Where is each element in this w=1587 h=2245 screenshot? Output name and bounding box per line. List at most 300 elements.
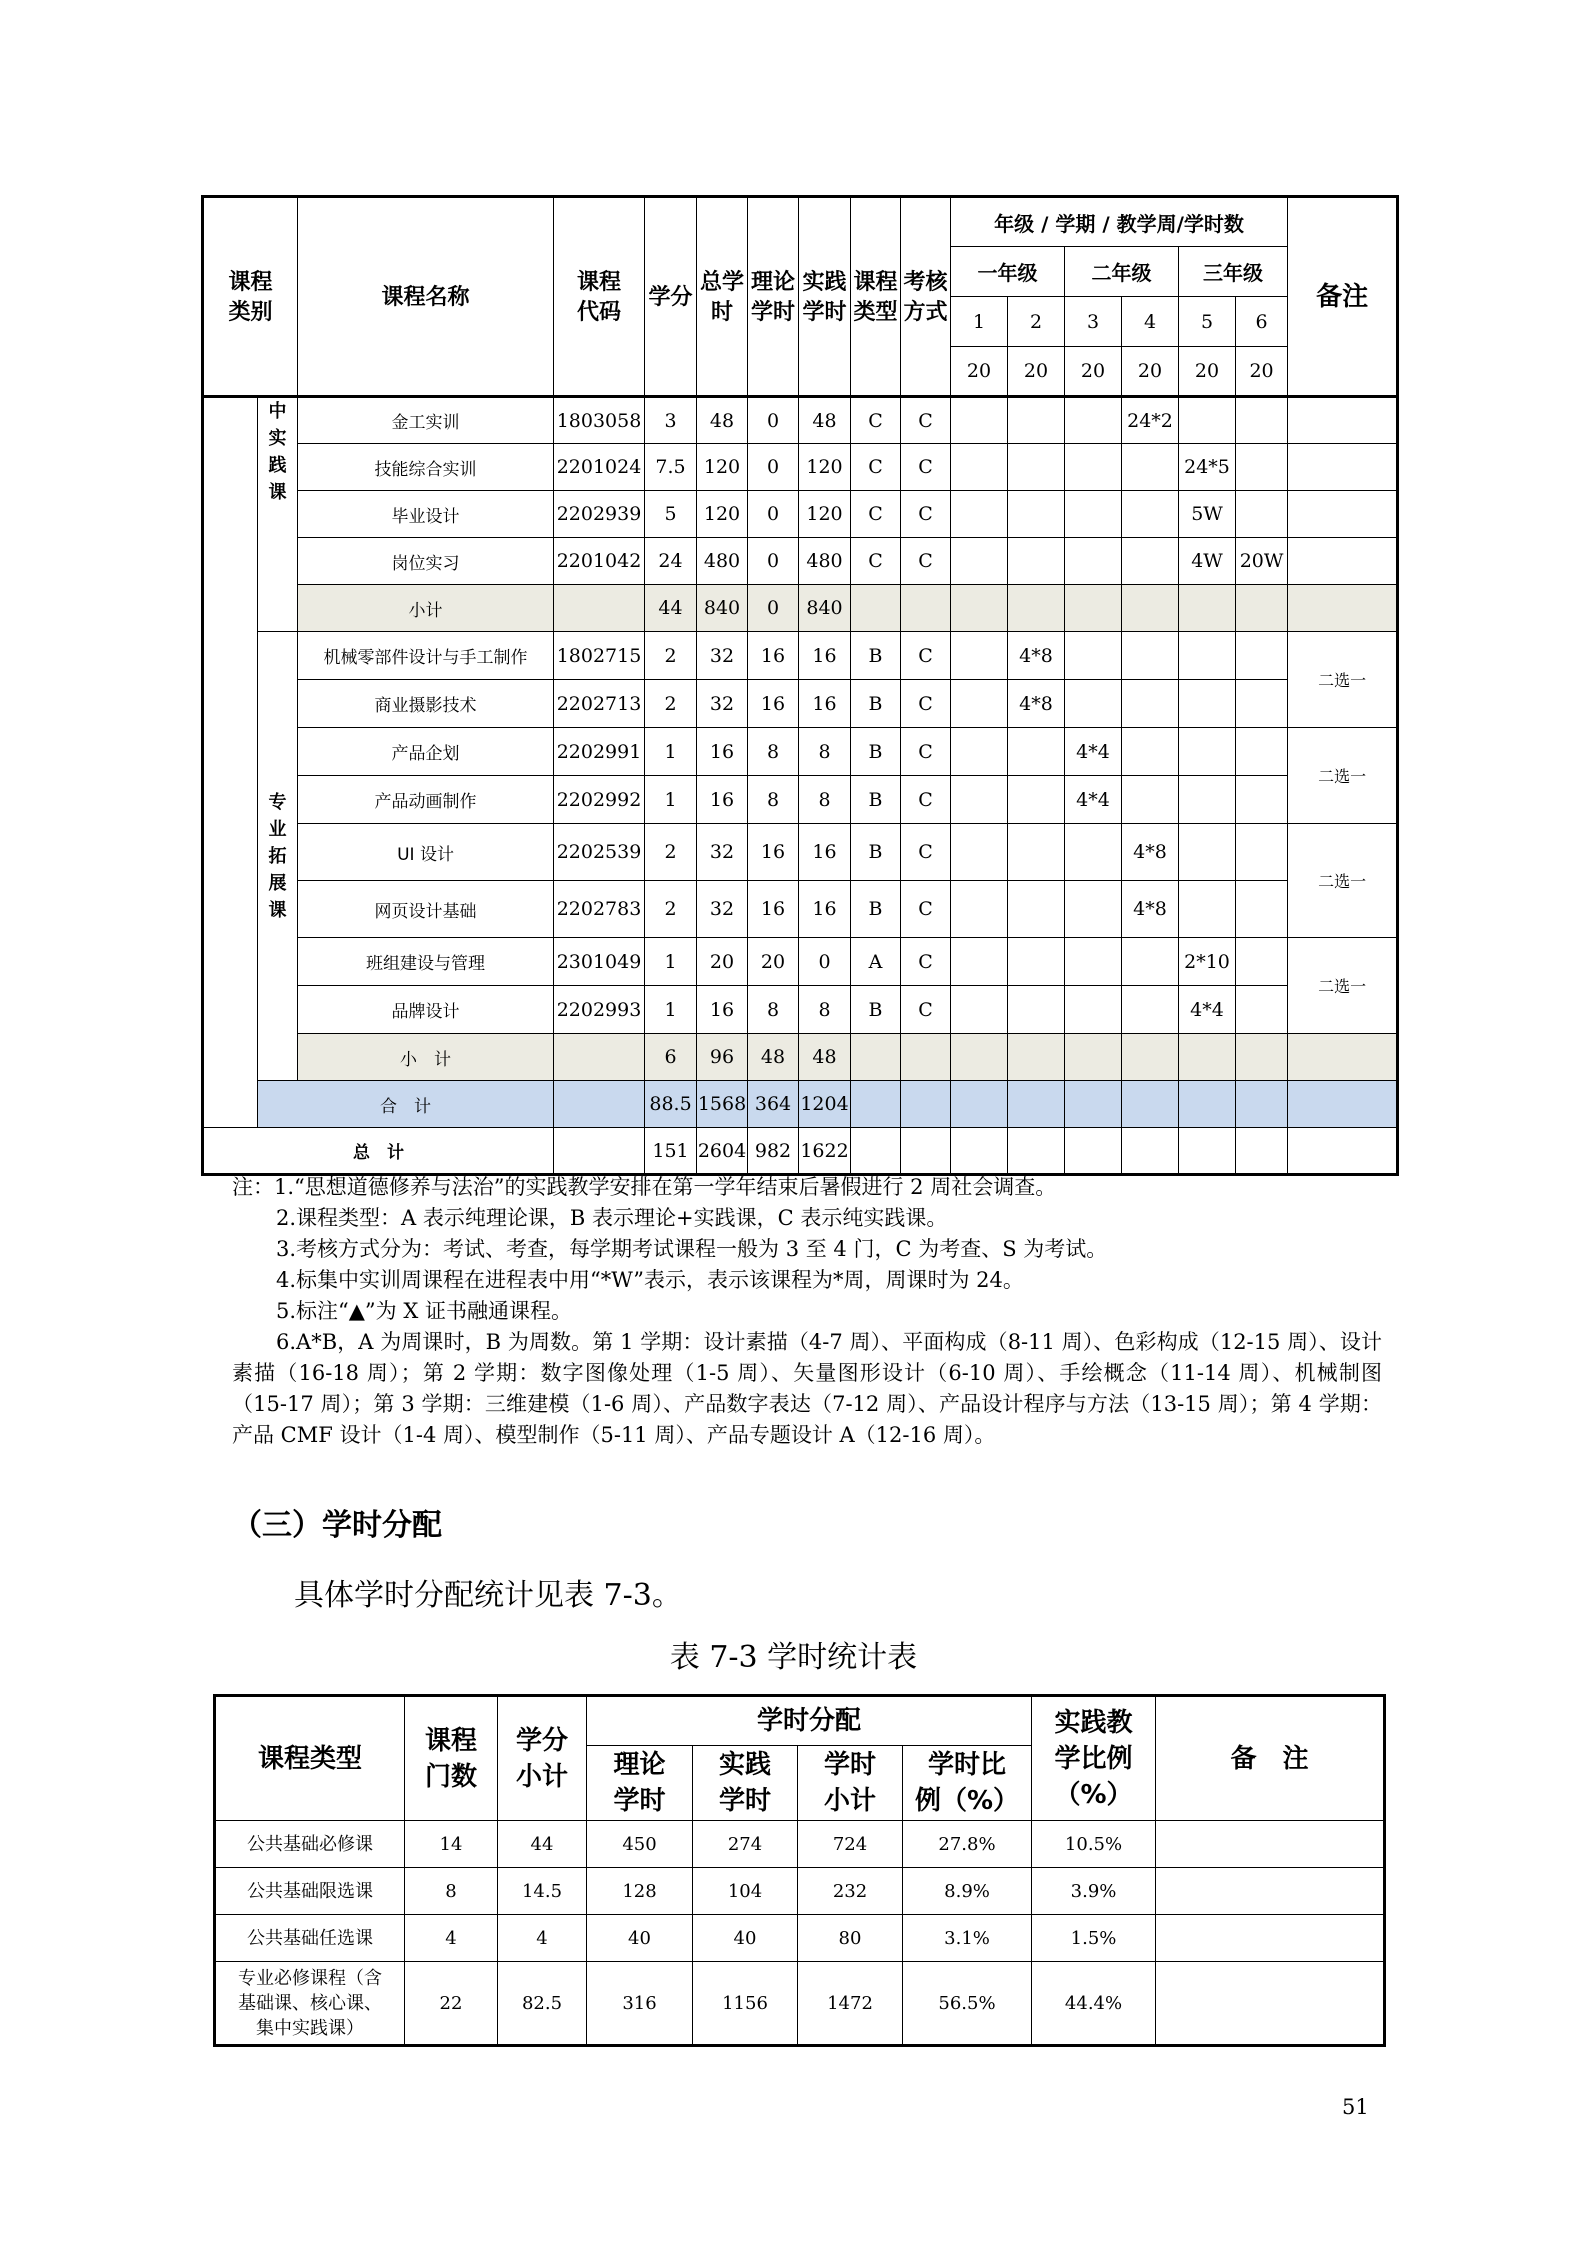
grand-total-empty — [1122, 1128, 1179, 1175]
course-name: 岗位实习 — [298, 538, 554, 585]
table-row — [203, 824, 1398, 881]
course-assessment: C — [901, 538, 951, 585]
row-theory-hours: 128 — [587, 1868, 693, 1915]
grand-total-label: 总 计 — [203, 1128, 554, 1175]
table-row — [203, 728, 1398, 776]
table-row — [203, 397, 1398, 444]
course-theory-hours: 8 — [748, 986, 799, 1034]
course-credit: 2 — [645, 632, 697, 680]
row-practice-hours: 274 — [693, 1821, 798, 1868]
subtotal-empty — [1288, 585, 1398, 632]
term-hours — [1008, 776, 1065, 824]
course-total-hours: 32 — [697, 824, 748, 881]
row-course-count: 22 — [405, 1962, 498, 2046]
term-hours: 2*10 — [1179, 938, 1236, 986]
course-code: 2202539 — [554, 824, 645, 881]
term-hours — [951, 538, 1008, 585]
t2-header-remark: 备 注 — [1156, 1696, 1385, 1821]
subtotal-total: 96 — [697, 1034, 748, 1081]
header-category: 课程 类别 — [203, 197, 298, 397]
course-type: B — [851, 986, 901, 1034]
course-credit: 1 — [645, 986, 697, 1034]
course-practice-hours: 120 — [799, 444, 851, 491]
table-row — [203, 776, 1398, 824]
header-schedule: 年级 / 学期 / 教学周/学时数 — [951, 197, 1288, 247]
term-hours — [1065, 397, 1122, 444]
term-hours — [1065, 444, 1122, 491]
grand-total-empty — [1179, 1128, 1236, 1175]
course-total-hours: 16 — [697, 986, 748, 1034]
course-type: C — [851, 491, 901, 538]
remark-cell — [1288, 397, 1398, 444]
row-course-count: 4 — [405, 1915, 498, 1962]
term-hours — [1236, 444, 1288, 491]
header-course-code: 课程 代码 — [554, 197, 645, 397]
sum-empty — [951, 1081, 1008, 1128]
term-hours — [1236, 680, 1288, 728]
term-hours — [1236, 776, 1288, 824]
header-practice-hours: 实践 学时 — [799, 197, 851, 397]
term-hours — [1122, 986, 1179, 1034]
header-term: 2 — [1008, 297, 1065, 347]
term-hours — [1008, 397, 1065, 444]
page-number: 51 — [1342, 2095, 1369, 2119]
term-hours — [951, 491, 1008, 538]
table-row — [203, 938, 1398, 986]
course-practice-hours: 16 — [799, 680, 851, 728]
t2-header-subtotal: 学时 小计 — [798, 1746, 903, 1821]
subtotal-theory: 0 — [748, 585, 799, 632]
course-type: C — [851, 538, 901, 585]
term-hours — [951, 776, 1008, 824]
term-hours: 4*4 — [1179, 986, 1236, 1034]
term-hours — [951, 824, 1008, 881]
course-code: 1803058 — [554, 397, 645, 444]
course-code: 2201042 — [554, 538, 645, 585]
note-3: 3.考核方式分为：考试、考查，每学期考试课程一般为 3 至 4 门，C 为考查、S 为考试。 — [276, 1237, 1108, 1261]
course-name: UI 设计 — [298, 824, 554, 881]
course-assessment: C — [901, 491, 951, 538]
sum-empty — [1179, 1081, 1236, 1128]
note-1: 注：1.“思想道德修养与法治”的实践教学安排在第一学年结束后暑假进行 2 周社会调查。 — [232, 1175, 1057, 1199]
course-total-hours: 480 — [697, 538, 748, 585]
row-practice-ratio: 44.4% — [1032, 1962, 1156, 2046]
term-hours: 20W — [1236, 538, 1288, 585]
header-credit: 学分 — [645, 197, 697, 397]
grand-total-empty — [1065, 1128, 1122, 1175]
table-row — [215, 1915, 1385, 1962]
category-outer — [203, 397, 258, 1128]
term-hours — [1236, 881, 1288, 938]
grand-total-empty — [1008, 1128, 1065, 1175]
sum-theory: 364 — [748, 1081, 799, 1128]
course-total-hours: 32 — [697, 881, 748, 938]
remark-cell — [1288, 538, 1398, 585]
subtotal-empty — [1065, 585, 1122, 632]
course-schedule-table — [201, 195, 1399, 1176]
row-practice-ratio: 1.5% — [1032, 1915, 1156, 1962]
remark-choose-one: 二选一 — [1288, 824, 1398, 938]
header-term: 3 — [1065, 297, 1122, 347]
row-hours-ratio: 56.5% — [903, 1962, 1032, 2046]
course-type: B — [851, 881, 901, 938]
row-credit-subtotal: 14.5 — [498, 1868, 587, 1915]
term-hours — [1179, 881, 1236, 938]
term-hours — [951, 986, 1008, 1034]
sum-empty — [1288, 1081, 1398, 1128]
course-practice-hours: 0 — [799, 938, 851, 986]
term-hours — [951, 881, 1008, 938]
term-hours — [1008, 728, 1065, 776]
subtotal-practice: 48 — [799, 1034, 851, 1081]
term-hours — [1236, 491, 1288, 538]
hours-rows — [215, 1821, 1385, 2046]
sum-empty — [1236, 1081, 1288, 1128]
term-hours — [1008, 824, 1065, 881]
row-hours-subtotal: 724 — [798, 1821, 903, 1868]
header-weeks: 20 — [1236, 347, 1288, 397]
course-credit: 2 — [645, 881, 697, 938]
course-practice-hours: 8 — [799, 986, 851, 1034]
table-row — [203, 632, 1398, 680]
course-type: B — [851, 728, 901, 776]
grand-total-empty — [1236, 1128, 1288, 1175]
row-practice-hours: 104 — [693, 1868, 798, 1915]
term-hours — [1236, 397, 1288, 444]
table-row — [203, 538, 1398, 585]
table-notes — [232, 1172, 1382, 1451]
course-code: 2202991 — [554, 728, 645, 776]
header-weeks: 20 — [1008, 347, 1065, 397]
term-hours — [1065, 986, 1122, 1034]
term-hours: 4*8 — [1122, 824, 1179, 881]
remark-choose-one: 二选一 — [1288, 728, 1398, 824]
term-hours — [1008, 938, 1065, 986]
course-practice-hours: 16 — [799, 824, 851, 881]
course-assessment: C — [901, 986, 951, 1034]
t2-header-credit: 学分 小计 — [498, 1696, 587, 1821]
course-code: 2202993 — [554, 986, 645, 1034]
remark-choose-one: 二选一 — [1288, 938, 1398, 1034]
table-row — [203, 881, 1398, 938]
course-type: A — [851, 938, 901, 986]
course-assessment: C — [901, 776, 951, 824]
course-name: 商业摄影技术 — [298, 680, 554, 728]
course-practice-hours: 8 — [799, 776, 851, 824]
course-assessment: C — [901, 728, 951, 776]
row-remark — [1156, 1915, 1385, 1962]
subtotal-empty — [1065, 1034, 1122, 1081]
header-weeks: 20 — [1065, 347, 1122, 397]
row-credit-subtotal: 44 — [498, 1821, 587, 1868]
hours-statistics-table — [213, 1694, 1386, 2047]
term-hours — [951, 680, 1008, 728]
term-hours: 4W — [1179, 538, 1236, 585]
t2-header-alloc: 学时分配 — [587, 1696, 1032, 1746]
term-hours: 4*8 — [1008, 680, 1065, 728]
row-course-count: 14 — [405, 1821, 498, 1868]
t2-header-ratio: 学时比 例（%） — [903, 1746, 1032, 1821]
term-hours — [1122, 444, 1179, 491]
sum-empty — [1122, 1081, 1179, 1128]
section-title: （三）学时分配 — [232, 1508, 442, 1543]
course-name: 班组建设与管理 — [298, 938, 554, 986]
subtotal-row — [203, 585, 1398, 632]
term-hours — [1236, 632, 1288, 680]
term-hours — [1008, 538, 1065, 585]
course-code: 1802715 — [554, 632, 645, 680]
header-weeks: 20 — [951, 347, 1008, 397]
term-hours — [1065, 491, 1122, 538]
sum-practice: 1204 — [799, 1081, 851, 1128]
subtotal-theory: 48 — [748, 1034, 799, 1081]
term-hours — [1122, 491, 1179, 538]
remark-cell — [1288, 491, 1398, 538]
term-hours — [1122, 632, 1179, 680]
term-hours — [1008, 444, 1065, 491]
course-theory-hours: 0 — [748, 444, 799, 491]
subtotal-code — [554, 585, 645, 632]
subtotal-credit: 44 — [645, 585, 697, 632]
course-assessment: C — [901, 444, 951, 491]
header-year-1: 一年级 — [951, 247, 1065, 297]
grand-total-credit: 151 — [645, 1128, 697, 1175]
term-hours — [1122, 938, 1179, 986]
grand-total-code — [554, 1128, 645, 1175]
term-hours — [1179, 397, 1236, 444]
header-year-3: 三年级 — [1179, 247, 1288, 297]
course-name: 品牌设计 — [298, 986, 554, 1034]
course-code: 2202992 — [554, 776, 645, 824]
header-weeks: 20 — [1179, 347, 1236, 397]
header-year-2: 二年级 — [1065, 247, 1179, 297]
note-2: 2.课程类型：A 表示纯理论课，B 表示理论+实践课，C 表示纯实践课。 — [276, 1206, 948, 1230]
header-total-hours: 总学 时 — [697, 197, 748, 397]
course-rows — [203, 397, 1398, 1175]
course-type: B — [851, 632, 901, 680]
header-theory-hours: 理论 学时 — [748, 197, 799, 397]
subtotal-empty — [951, 585, 1008, 632]
course-credit: 3 — [645, 397, 697, 444]
course-theory-hours: 16 — [748, 632, 799, 680]
row-course-type: 公共基础必修课 — [215, 1821, 405, 1868]
course-theory-hours: 16 — [748, 824, 799, 881]
subtotal-empty — [1122, 1034, 1179, 1081]
course-total-hours: 48 — [697, 397, 748, 444]
subtotal-empty — [1179, 585, 1236, 632]
course-code: 2202783 — [554, 881, 645, 938]
term-hours — [1236, 824, 1288, 881]
table-row — [203, 491, 1398, 538]
row-remark — [1156, 1868, 1385, 1915]
sum-empty — [851, 1081, 901, 1128]
course-total-hours: 32 — [697, 680, 748, 728]
term-hours — [1065, 938, 1122, 986]
term-hours: 4*8 — [1008, 632, 1065, 680]
row-course-type: 专业必修课程（含 基础课、核心课、 集中实践课） — [215, 1962, 405, 2046]
course-name: 技能综合实训 — [298, 444, 554, 491]
subtotal-credit: 6 — [645, 1034, 697, 1081]
course-practice-hours: 120 — [799, 491, 851, 538]
row-credit-subtotal: 4 — [498, 1915, 587, 1962]
row-theory-hours: 316 — [587, 1962, 693, 2046]
sum-label: 合 计 — [258, 1081, 554, 1128]
t2-header-practice: 实践 学时 — [693, 1746, 798, 1821]
category-label: 专 业 拓 展 课 — [258, 632, 298, 1081]
sum-empty — [1008, 1081, 1065, 1128]
course-theory-hours: 0 — [748, 491, 799, 538]
course-practice-hours: 480 — [799, 538, 851, 585]
course-type: B — [851, 680, 901, 728]
course-credit: 2 — [645, 680, 697, 728]
term-hours — [951, 397, 1008, 444]
term-hours — [1236, 986, 1288, 1034]
course-name: 金工实训 — [298, 397, 554, 444]
sum-empty — [1065, 1081, 1122, 1128]
row-hours-ratio: 8.9% — [903, 1868, 1032, 1915]
course-name: 产品企划 — [298, 728, 554, 776]
term-hours — [951, 938, 1008, 986]
grand-total-total: 2604 — [697, 1128, 748, 1175]
course-credit: 1 — [645, 938, 697, 986]
term-hours — [1179, 728, 1236, 776]
course-code: 2202939 — [554, 491, 645, 538]
term-hours — [1065, 824, 1122, 881]
note-4: 4.标集中实训周课程在进程表中用“*W”表示，表示该课程为*周，周课时为 24。 — [276, 1268, 1024, 1292]
sum-code — [554, 1081, 645, 1128]
table-row — [203, 444, 1398, 491]
course-code: 2202713 — [554, 680, 645, 728]
term-hours — [951, 728, 1008, 776]
sum-credit: 88.5 — [645, 1081, 697, 1128]
subtotal-code — [554, 1034, 645, 1081]
row-hours-ratio: 27.8% — [903, 1821, 1032, 1868]
subtotal-empty — [901, 585, 951, 632]
term-hours — [951, 632, 1008, 680]
subtotal-empty — [1179, 1034, 1236, 1081]
course-assessment: C — [901, 632, 951, 680]
row-theory-hours: 40 — [587, 1915, 693, 1962]
row-practice-hours: 1156 — [693, 1962, 798, 2046]
subtotal-empty — [851, 585, 901, 632]
sum-total: 1568 — [697, 1081, 748, 1128]
course-total-hours: 32 — [697, 632, 748, 680]
grand-total-empty — [901, 1128, 951, 1175]
term-hours — [1008, 881, 1065, 938]
row-course-count: 8 — [405, 1868, 498, 1915]
course-name: 毕业设计 — [298, 491, 554, 538]
course-credit: 7.5 — [645, 444, 697, 491]
row-theory-hours: 450 — [587, 1821, 693, 1868]
term-hours — [951, 444, 1008, 491]
course-type: B — [851, 776, 901, 824]
term-hours — [1122, 538, 1179, 585]
course-theory-hours: 16 — [748, 881, 799, 938]
row-hours-subtotal: 232 — [798, 1868, 903, 1915]
subtotal-row — [203, 1034, 1398, 1081]
term-hours — [1236, 938, 1288, 986]
course-type: C — [851, 444, 901, 491]
term-hours — [1065, 538, 1122, 585]
course-theory-hours: 0 — [748, 538, 799, 585]
header-term: 5 — [1179, 297, 1236, 347]
row-hours-subtotal: 80 — [798, 1915, 903, 1962]
term-hours — [1122, 728, 1179, 776]
row-remark — [1156, 1962, 1385, 2046]
header-course-name: 课程名称 — [298, 197, 554, 397]
term-hours — [1179, 680, 1236, 728]
course-assessment: C — [901, 397, 951, 444]
course-code: 2301049 — [554, 938, 645, 986]
course-assessment: C — [901, 938, 951, 986]
grand-total-empty — [951, 1128, 1008, 1175]
subtotal-label: 小 计 — [298, 1034, 554, 1081]
grand-total-practice: 1622 — [799, 1128, 851, 1175]
header-weeks: 20 — [1122, 347, 1179, 397]
header-remark: 备注 — [1288, 197, 1398, 397]
table-row — [203, 680, 1398, 728]
table-caption: 表 7-3 学时统计表 — [669, 1640, 918, 1675]
course-assessment: C — [901, 881, 951, 938]
course-theory-hours: 8 — [748, 776, 799, 824]
sum-row — [203, 1081, 1398, 1128]
row-practice-ratio: 10.5% — [1032, 1821, 1156, 1868]
course-name: 机械零部件设计与手工制作 — [298, 632, 554, 680]
term-hours: 4*8 — [1122, 881, 1179, 938]
table-row — [215, 1868, 1385, 1915]
subtotal-empty — [1008, 585, 1065, 632]
term-hours — [1179, 632, 1236, 680]
row-hours-ratio: 3.1% — [903, 1915, 1032, 1962]
subtotal-total: 840 — [697, 585, 748, 632]
course-theory-hours: 20 — [748, 938, 799, 986]
subtotal-empty — [1008, 1034, 1065, 1081]
course-credit: 1 — [645, 728, 697, 776]
term-hours: 5W — [1179, 491, 1236, 538]
course-assessment: C — [901, 680, 951, 728]
t2-header-type: 课程类型 — [215, 1696, 405, 1821]
body-paragraph: 具体学时分配统计见表 7-3。 — [294, 1578, 682, 1613]
course-assessment: C — [901, 824, 951, 881]
table-row — [215, 1821, 1385, 1868]
term-hours — [1122, 776, 1179, 824]
course-credit: 2 — [645, 824, 697, 881]
term-hours — [1008, 986, 1065, 1034]
row-course-type: 公共基础任选课 — [215, 1915, 405, 1962]
t2-header-practice-ratio: 实践教 学比例 （%） — [1032, 1696, 1156, 1821]
header-course-type: 课程 类型 — [851, 197, 901, 397]
subtotal-empty — [1288, 1034, 1398, 1081]
subtotal-empty — [951, 1034, 1008, 1081]
course-credit: 24 — [645, 538, 697, 585]
table-row — [215, 1962, 1385, 2046]
t2-header-theory: 理论 学时 — [587, 1746, 693, 1821]
header-term: 1 — [951, 297, 1008, 347]
grand-total-theory: 982 — [748, 1128, 799, 1175]
course-theory-hours: 16 — [748, 680, 799, 728]
course-practice-hours: 48 — [799, 397, 851, 444]
header-term: 6 — [1236, 297, 1288, 347]
course-practice-hours: 16 — [799, 881, 851, 938]
note-6: 6.A*B，A 为周课时，B 为周数。第 1 学期：设计素描（4-7 周）、平面构成（8-11 周）、色彩构成（12-15 周）、设计素描（16-18 周）；第 2 学期：数字图像处理（1-5 周）、矢量图形设计（6-10 周）、手绘概念（11-14 周）、机械制图（15-17 周）；第 3 学期：三维建模（1-6 周）、产品数字表达（7-12 周）、产品设计程序与方法（13-15 周）；第 4 学期：产品 CMF 设计（1-4 周）、模型制作（5-11 周）、产品专题设计 A（12-16 周）。 — [232, 1330, 1382, 1447]
course-name: 产品动画制作 — [298, 776, 554, 824]
sum-empty — [901, 1081, 951, 1128]
course-total-hours: 16 — [697, 776, 748, 824]
term-hours — [1122, 680, 1179, 728]
course-practice-hours: 8 — [799, 728, 851, 776]
course-code: 2201024 — [554, 444, 645, 491]
category-label: 中 实 践 课 — [258, 397, 298, 632]
